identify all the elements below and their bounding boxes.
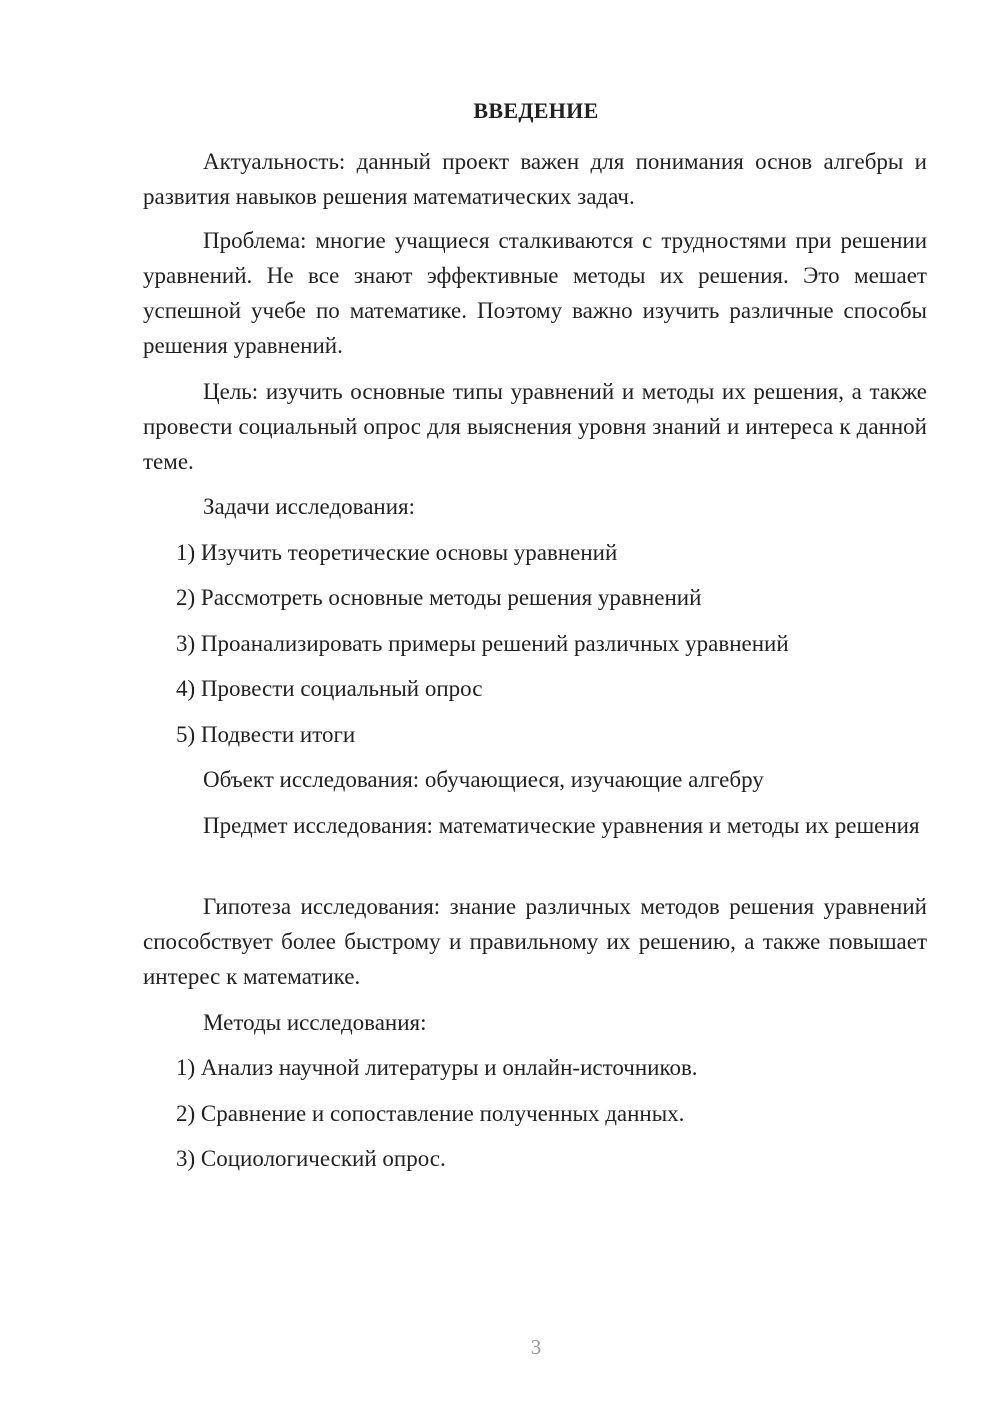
object-paragraph: Объект исследования: обучающиеся, изучающие алгебру [203,767,764,792]
task-item-5: 5) Подвести итоги [176,722,356,747]
task-item-2: 2) Рассмотреть основные методы решения уравнений [176,585,702,610]
hypothesis-paragraph: Гипотеза исследования: знание различных методов решения уравнений способствует более быстрому и правильному их решению, а также повышает интерес к математике. [143,894,927,989]
goal-paragraph: Цель: изучить основные типы уравнений и методы их решения, а также провести социальный опрос для выяснения уровня знаний и интереса к данной теме. [143,379,927,474]
problem-paragraph: Проблема: многие учащиеся сталкиваются с трудностями при решении уравнений. Не все знают эффективные методы их решения. Это мешает успешной учебе по математике. Поэтому важно изучить различные способы решения уравнений. [143,228,927,358]
task-item-3: 3) Проанализировать примеры решений различных уравнений [176,631,789,656]
method-item-1: 1) Анализ научной литературы и онлайн-источников. [176,1055,698,1080]
methods-heading: Методы исследования: [203,1010,427,1035]
relevance-paragraph: Актуальность: данный проект важен для понимания основ алгебры и развития навыков решения математических задач. [143,149,927,209]
subject-paragraph: Предмет исследования: математические уравнения и методы их решения [203,813,920,838]
tasks-heading: Задачи исследования: [203,494,416,519]
task-item-1: 1) Изучить теоретические основы уравнений [176,540,618,565]
page-number: 3 [530,1335,542,1359]
method-item-2: 2) Сравнение и сопоставление полученных данных. [176,1101,685,1126]
method-item-3: 3) Социологический опрос. [176,1146,446,1171]
task-item-4: 4) Провести социальный опрос [176,676,483,701]
section-title: ВВЕДЕНИЕ [473,98,599,123]
